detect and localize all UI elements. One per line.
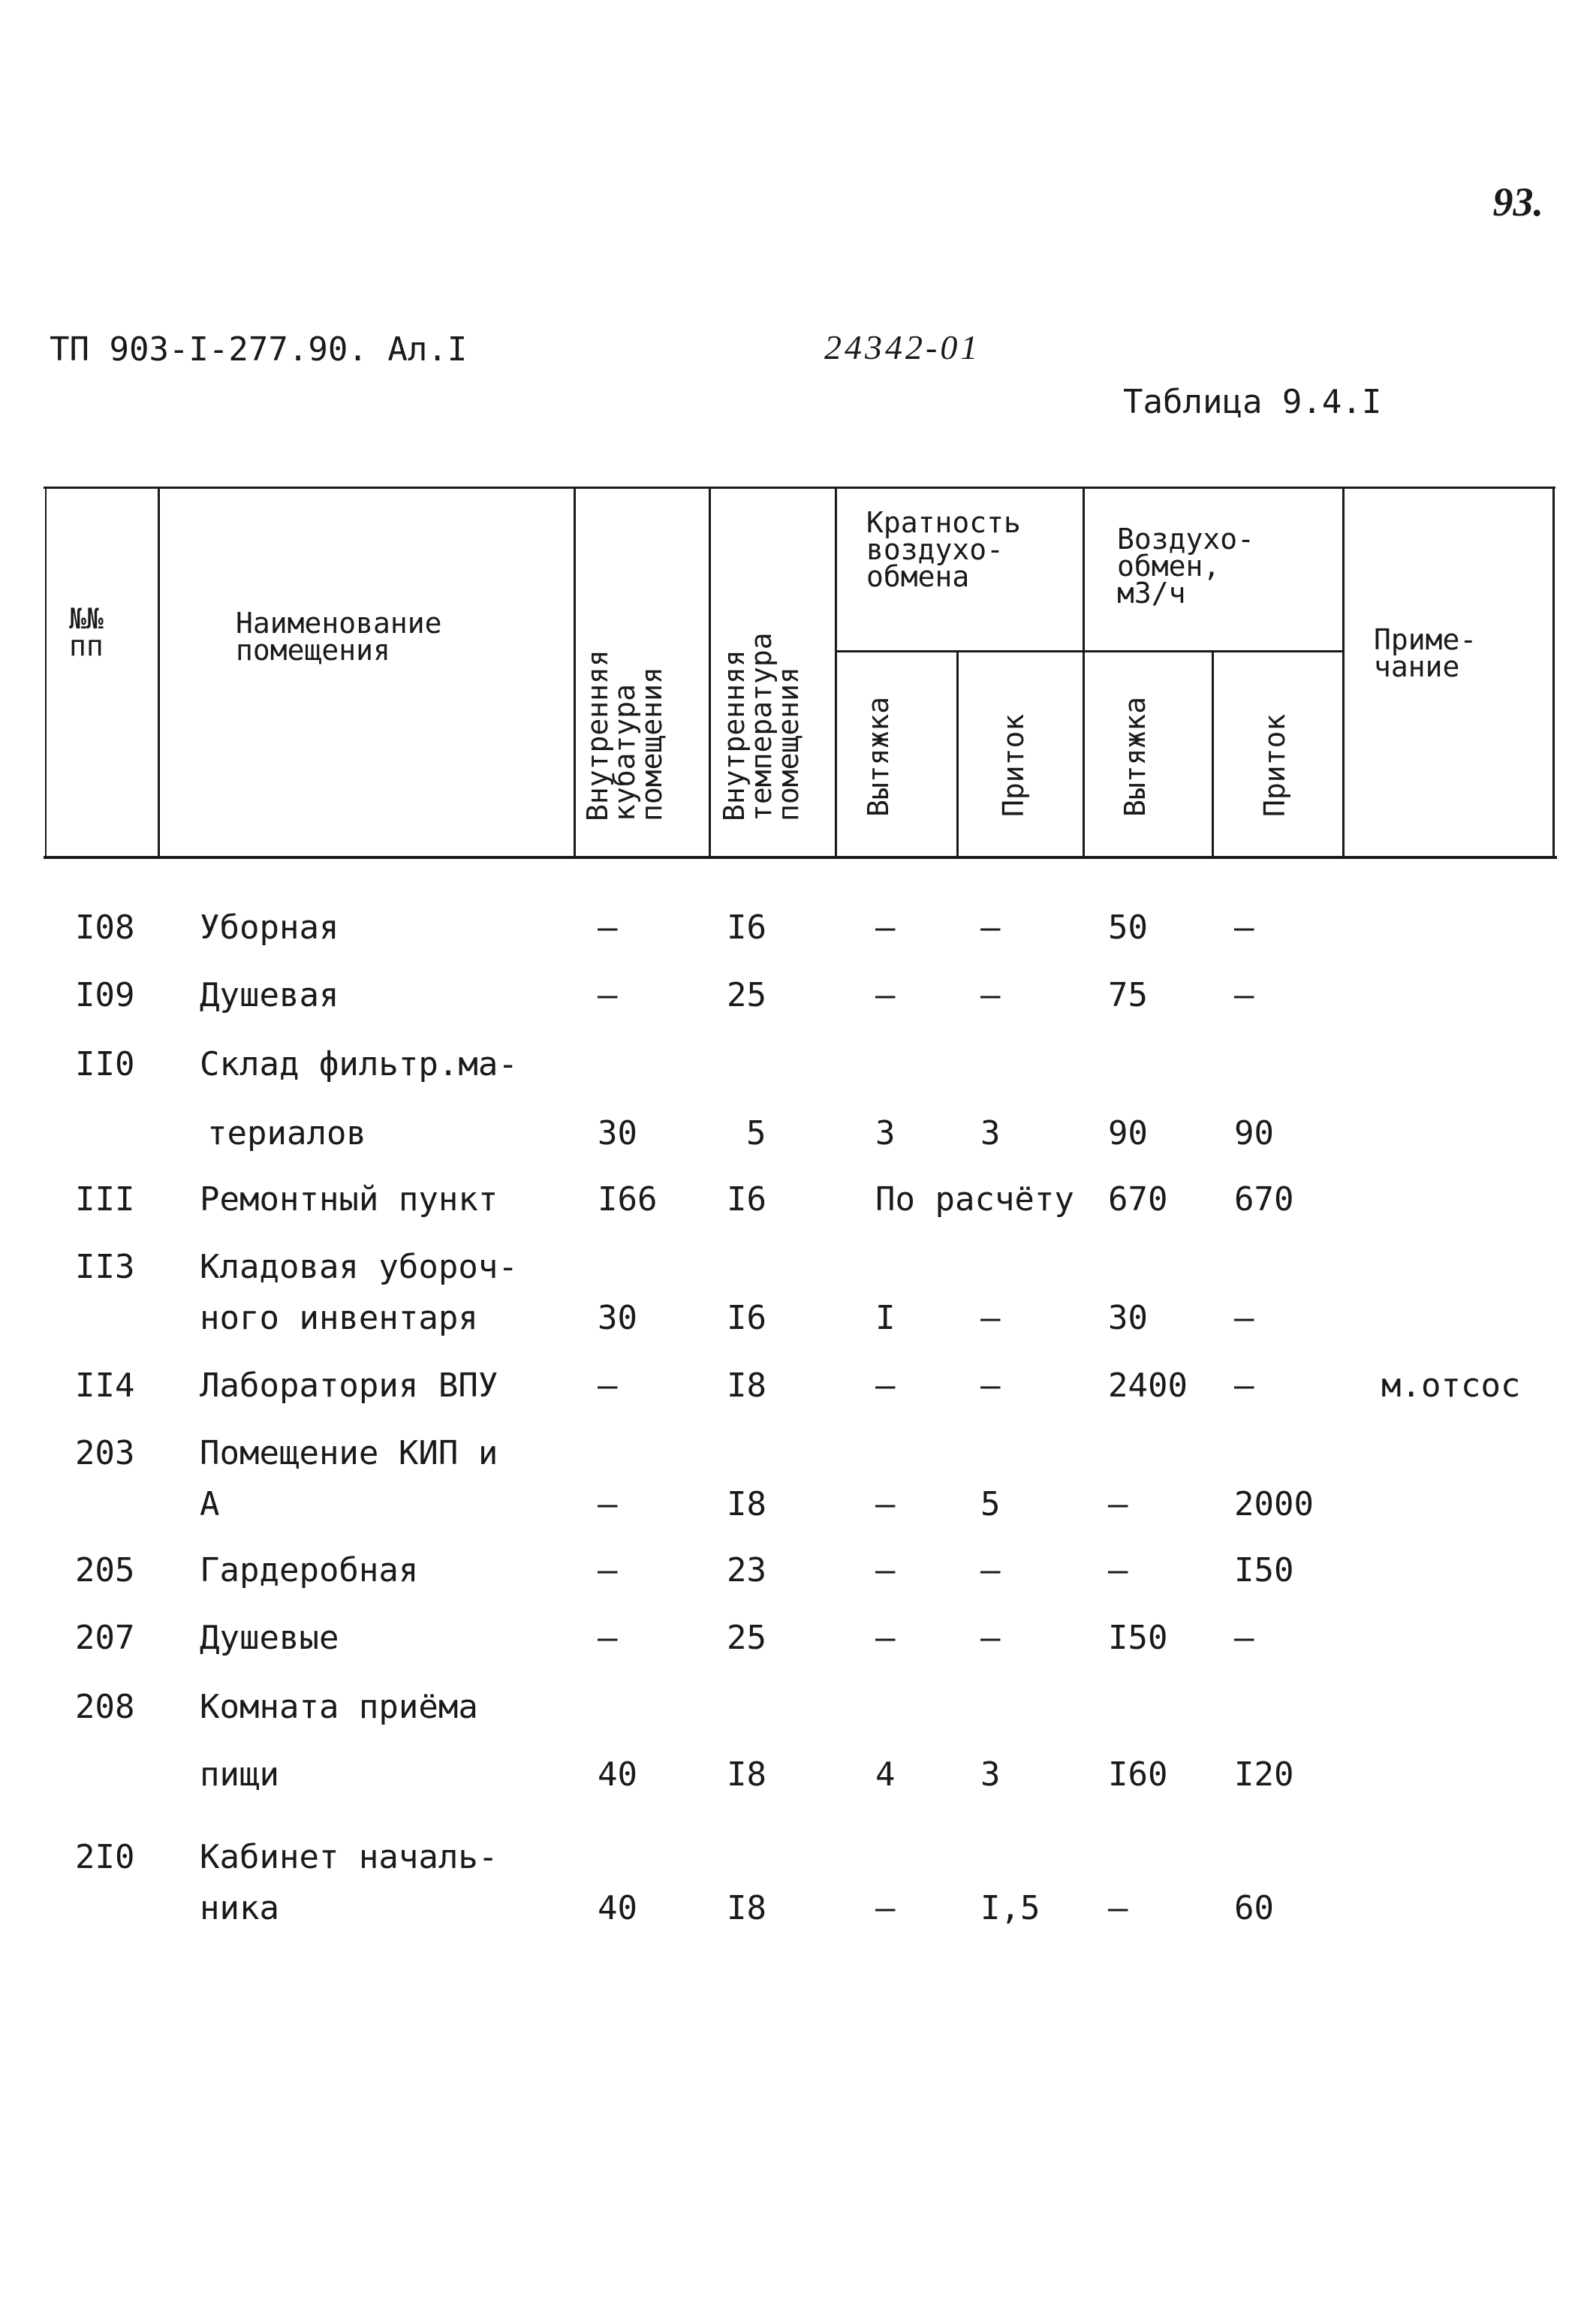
cell-number: I08 (75, 908, 135, 947)
cell-volume: – (598, 1551, 618, 1589)
cell-room-name: Душевые (200, 1619, 339, 1657)
cell-rate-supply: I,5 (980, 1889, 1040, 1927)
cell-rate-supply: 3 (980, 1114, 1001, 1152)
cell-air-exhaust: – (1108, 1551, 1128, 1589)
cell-number: 2I0 (75, 1838, 135, 1876)
header-rate-supply: Приток (997, 713, 1030, 817)
header-right-border (1552, 487, 1555, 857)
cell-air-supply: I20 (1234, 1755, 1294, 1794)
header-rate-exhaust: Вытяжка (862, 696, 895, 817)
cell-air-exhaust: 2400 (1108, 1366, 1188, 1405)
header-temperature: Внутренняя температура помещения (718, 632, 805, 821)
cell-volume: 30 (598, 1299, 637, 1337)
cell-temperature: 25 (727, 1619, 766, 1657)
divider-volume-temp (709, 487, 711, 857)
cell-air-supply: 60 (1234, 1889, 1274, 1927)
cell-air-supply: – (1234, 976, 1254, 1014)
cell-room-name: Кабинет началь- (200, 1838, 498, 1876)
cell-volume: – (598, 1366, 618, 1405)
cell-volume: – (598, 1619, 618, 1657)
cell-air-exhaust: 75 (1108, 976, 1148, 1014)
cell-air-supply: – (1234, 1366, 1254, 1405)
cell-room-name: Уборная (200, 908, 339, 947)
divider-exchange-note (1342, 487, 1345, 857)
cell-rate-supply: – (980, 908, 1001, 947)
cell-air-supply: – (1234, 908, 1254, 947)
cell-air-exhaust: – (1108, 1485, 1128, 1523)
handwritten-number: 24342-01 (824, 328, 981, 366)
cell-room-name: Ремонтный пункт (200, 1180, 498, 1219)
cell-air-supply: – (1234, 1619, 1254, 1657)
header-top-border (44, 487, 1555, 489)
cell-temperature: I8 (727, 1366, 766, 1405)
page-number: 93. (1492, 179, 1543, 224)
cell-volume: – (598, 1485, 618, 1523)
cell-temperature: I8 (727, 1889, 766, 1927)
header-air-supply: Приток (1258, 713, 1291, 817)
cell-volume: 40 (598, 1755, 637, 1794)
cell-number: 203 (75, 1434, 135, 1472)
document-code: ТП 903-I-277.90. Ал.I (50, 330, 468, 369)
cell-temperature: I8 (727, 1485, 766, 1523)
header-room-name: Наименование помещения (236, 607, 442, 667)
cell-temperature: I8 (727, 1755, 766, 1794)
cell-number: I09 (75, 976, 135, 1014)
cell-rate-exhaust: – (875, 1485, 896, 1523)
cell-rate-supply: – (980, 1551, 1001, 1589)
cell-temperature: I6 (727, 908, 766, 947)
cell-rate-exhaust: 3 (875, 1114, 896, 1152)
cell-note: м.отсос (1381, 1366, 1521, 1405)
cell-rate-exhaust: – (875, 976, 896, 1014)
cell-rate-supply: – (980, 1366, 1001, 1405)
cell-room-name: Душевая (200, 976, 339, 1014)
divider-rate-sub (956, 650, 959, 857)
cell-rate-exhaust: – (875, 1551, 896, 1589)
header-exchange-rate: Кратность воздухо- обмена (866, 506, 1021, 593)
cell-air-supply: 2000 (1234, 1485, 1314, 1523)
cell-number: III (75, 1180, 135, 1219)
cell-room-name: Гардеробная (200, 1551, 419, 1589)
cell-room-name: Помещение КИП и (200, 1434, 498, 1472)
cell-room-name: Склад фильтр.ма- (200, 1045, 518, 1083)
cell-air-supply: I50 (1234, 1551, 1294, 1589)
cell-rate-exhaust: – (875, 908, 896, 947)
cell-room-name: Кладовая убороч- (200, 1248, 518, 1286)
cell-air-exhaust: 50 (1108, 908, 1148, 947)
cell-temperature: 25 (727, 976, 766, 1014)
cell-rate-exhaust: – (875, 1889, 896, 1927)
cell-rate-supply: – (980, 976, 1001, 1014)
cell-rate-combined: По расчёту (875, 1180, 1074, 1219)
cell-temperature: I6 (727, 1299, 766, 1337)
cell-number: II0 (75, 1045, 135, 1083)
header-note: Приме- чание (1374, 623, 1477, 683)
cell-rate-exhaust: – (875, 1366, 896, 1405)
cell-temperature: 23 (727, 1551, 766, 1589)
cell-volume: 40 (598, 1889, 637, 1927)
cell-number: 205 (75, 1551, 135, 1589)
divider-subheader (835, 650, 1344, 652)
header-number: №№ пп (69, 602, 104, 662)
header-volume: Внутренняя кубатура помещения (581, 649, 668, 821)
cell-rate-exhaust: I (875, 1299, 896, 1337)
cell-room-name-cont: ного инвентаря (200, 1299, 478, 1337)
cell-volume: I66 (598, 1180, 658, 1219)
cell-number: II4 (75, 1366, 135, 1405)
cell-air-exhaust: I60 (1108, 1755, 1168, 1794)
divider-rate-exchange (1083, 487, 1085, 857)
cell-volume: – (598, 976, 618, 1014)
cell-number: 208 (75, 1688, 135, 1726)
header-air-exchange: Воздухо- обмен, м3/ч (1117, 523, 1255, 610)
cell-room-name-cont: пищи (200, 1755, 279, 1794)
cell-number: II3 (75, 1248, 135, 1286)
cell-rate-exhaust: – (875, 1619, 896, 1657)
cell-temperature: 5 (746, 1114, 766, 1152)
cell-air-supply: 670 (1234, 1180, 1294, 1219)
cell-volume: 30 (598, 1114, 637, 1152)
header-bottom-border (44, 856, 1557, 859)
divider-name-volume (574, 487, 576, 857)
cell-air-supply: – (1234, 1299, 1254, 1337)
cell-air-exhaust: 670 (1108, 1180, 1168, 1219)
cell-rate-supply: – (980, 1619, 1001, 1657)
divider-exchange-sub (1212, 650, 1214, 857)
cell-room-name: Лаборатория ВПУ (200, 1366, 498, 1405)
cell-room-name-cont: териалов (207, 1114, 366, 1152)
cell-air-supply: 90 (1234, 1114, 1274, 1152)
cell-room-name: Комната приёма (200, 1688, 478, 1726)
cell-rate-supply: 3 (980, 1755, 1001, 1794)
cell-number: 207 (75, 1619, 135, 1657)
cell-air-exhaust: 90 (1108, 1114, 1148, 1152)
cell-rate-supply: 5 (980, 1485, 1001, 1523)
header-air-exhaust: Вытяжка (1119, 696, 1152, 817)
cell-air-exhaust: 30 (1108, 1299, 1148, 1337)
header-left-border (45, 487, 47, 857)
cell-air-exhaust: I50 (1108, 1619, 1168, 1657)
cell-temperature: I6 (727, 1180, 766, 1219)
divider-temp-rate (835, 487, 837, 857)
cell-air-exhaust: – (1108, 1889, 1128, 1927)
cell-volume: – (598, 908, 618, 947)
cell-rate-supply: – (980, 1299, 1001, 1337)
divider-num-name (158, 487, 160, 857)
cell-room-name-cont: А (200, 1485, 220, 1523)
cell-rate-exhaust: 4 (875, 1755, 896, 1794)
cell-room-name-cont: ника (200, 1889, 279, 1927)
table-title: Таблица 9.4.I (1123, 383, 1382, 421)
